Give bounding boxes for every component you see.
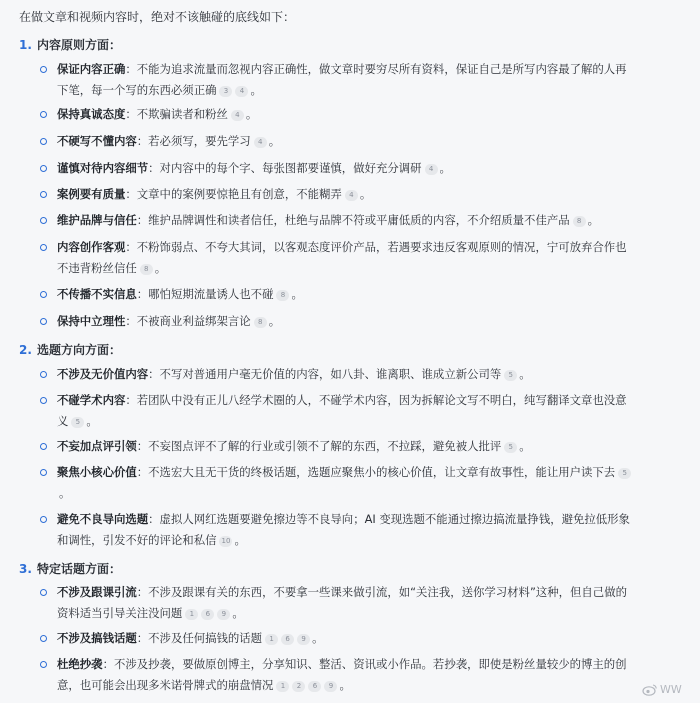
list-item: 谨慎对待内容细节：对内容中的每个字、每张图都要谨慎，做好充分调研 4 。 (57, 158, 637, 179)
item-key: 保持中立理性 (57, 314, 126, 328)
intro-text: 在做文章和视频内容时，绝对不该触碰的底线如下： (19, 10, 296, 24)
item-text: 不写对普通用户毫无价值的内容，如八卦、谁离职、谁成立新公司等 (159, 367, 502, 381)
item-key: 不传播不实信息 (57, 287, 137, 301)
section-number: 3. (19, 562, 32, 576)
citation-badge[interactable]: 9 (324, 681, 337, 692)
item-text: 不妄图点评不了解的行业或引领不了解的东西，不拉踩，避免被人批评 (148, 439, 502, 453)
bullet-icon (40, 516, 47, 523)
item-key: 案例要有质量 (57, 187, 126, 201)
bullet-icon (40, 318, 47, 325)
section-title (19, 36, 121, 53)
item-text: 不选宏大且无干货的终极话题，选题应聚焦小的核心价值，让文章有故事性，能让用户读下去 (148, 465, 616, 479)
item-text: 不涉及抄袭，要做原创博主，分享知识、整活、资讯或小作品。若抄袭，即使是粉丝量较少的博主的创意，也可能会出现多米诺骨牌式的崩盘情况 (57, 657, 627, 692)
list-item: 不碰学术内容：若团队中没有正儿八经学术圈的人，不碰学术内容，因为拆解论文写不明白，纯写翻译文章也没意义 5 。 (57, 390, 637, 432)
citation-badge[interactable]: 6 (201, 609, 214, 620)
list-item: 不涉及无价值内容：不写对普通用户毫无价值的内容，如八卦、谁离职、谁成立新公司等 5 。 (57, 364, 637, 385)
item-key: 不涉及无价值内容 (57, 367, 149, 381)
item-text: 若团队中没有正儿八经学术圈的人，不碰学术内容，因为拆解论文写不明白，纯写翻译文章也没意义 (57, 393, 627, 428)
weibo-logo-icon (642, 683, 658, 696)
item-key: 杜绝抄袭 (57, 657, 103, 671)
citation-badge[interactable]: 3 (219, 86, 232, 97)
list-item: 聚焦小核心价值：不选宏大且无干货的终极话题，选题应聚焦小的核心价值，让文章有故事性，能让用户读下去 5。 (57, 462, 637, 504)
item-key: 不碰学术内容 (57, 393, 126, 407)
list-item: 不涉及搞钱话题：不涉及任何搞钱的话题 1 6 9 。 (57, 628, 637, 649)
item-key: 聚焦小核心价值 (57, 465, 137, 479)
item-key: 保证内容正确 (57, 62, 126, 76)
citation-badge[interactable]: 6 (281, 634, 294, 645)
bullet-icon (40, 443, 47, 450)
bullet-icon (40, 191, 47, 198)
list-item: 内容创作客观：不粉饰弱点、不夸大其词，以客观态度评价产品，若遇要求违反客观原则的情况，宁可放弃合作也不违背粉丝信任 8 。 (57, 237, 637, 279)
list-item: 不传播不实信息：哪怕短期流量诱人也不碰 8 。 (57, 284, 637, 305)
list-item: 保证内容正确：不能为追求流量而忽视内容正确性，做文章时要穷尽所有资料，保证自己是所写内容最了解的人再下笔，每一个写的东西必须正确 3 4 。 (57, 59, 637, 101)
section-heading: 选题方向方面： (37, 343, 122, 357)
item-text: 不能为追求流量而忽视内容正确性，做文章时要穷尽所有资料，保证自己是所写内容最了解的人再下笔，每一个写的东西必须正确 (57, 62, 627, 97)
bullet-icon (40, 165, 47, 172)
bullet-icon (40, 589, 47, 596)
bullet-icon (40, 244, 47, 251)
citation-badge[interactable]: 4 (254, 137, 267, 148)
item-key: 保持真诚态度 (57, 107, 126, 121)
citation-badge[interactable]: 9 (217, 609, 230, 620)
citation-badge[interactable]: 5 (71, 417, 84, 428)
item-key: 内容创作客观 (57, 240, 126, 254)
item-key: 谨慎对待内容细节 (57, 161, 149, 175)
bullet-icon (40, 217, 47, 224)
list-item: 不妄加点评引领：不妄图点评不了解的行业或引领不了解的东西，不拉踩，避免被人批评 5 。 (57, 436, 637, 457)
citation-badge[interactable]: 6 (308, 681, 321, 692)
citation-badge[interactable]: 4 (345, 190, 358, 201)
item-key: 不硬写不懂内容 (57, 134, 137, 148)
citation-badge[interactable]: 8 (254, 317, 267, 328)
citation-badge[interactable]: 5 (504, 370, 517, 381)
item-text: 不欺骗读者和粉丝 (136, 107, 228, 121)
citation-badge[interactable]: 4 (235, 86, 248, 97)
citation-badge[interactable]: 8 (573, 216, 586, 227)
bullet-icon (40, 469, 47, 476)
list-item: 不涉及跟课引流：不涉及跟课有关的东西，不要拿一些课来做引流，如“关注我，送你学习材料”这种，但自己做的资料适当引导关注没问题 1 6 9 。 (57, 582, 637, 624)
list-item: 不硬写不懂内容：若必须写，要先学习 4 。 (57, 131, 637, 152)
citation-badge[interactable]: 8 (140, 264, 153, 275)
item-key: 不涉及跟课引流 (57, 585, 137, 599)
list-item: 维护品牌与信任：维护品牌调性和读者信任，杜绝与品牌不符或平庸低质的内容，不介绍质量不佳产品 8 。 (57, 210, 637, 231)
watermark (642, 683, 682, 696)
bullet-icon (40, 111, 47, 118)
section-number: 2. (19, 343, 32, 357)
item-key: 不妄加点评引领 (57, 439, 137, 453)
section-heading: 内容原则方面： (37, 38, 122, 52)
item-text: 不粉饰弱点、不夸大其词，以客观态度评价产品，若遇要求违反客观原则的情况，宁可放弃合作也不违背粉丝信任 (57, 240, 627, 275)
bullet-icon (40, 291, 47, 298)
citation-badge[interactable]: 1 (265, 634, 278, 645)
citation-badge[interactable]: 4 (425, 164, 438, 175)
citation-badge[interactable]: 1 (276, 681, 289, 692)
citation-badge[interactable]: 2 (292, 681, 305, 692)
item-text: 不涉及跟课有关的东西，不要拿一些课来做引流，如“关注我，送你学习材料”这种，但自己做的资料适当引导关注没问题 (57, 585, 627, 620)
section-heading: 特定话题方面： (37, 562, 122, 576)
section-number: 1. (19, 38, 32, 52)
list-item: 案例要有质量：文章中的案例要惊艳且有创意，不能糊弄 4 。 (57, 184, 637, 205)
bullet-icon (40, 397, 47, 404)
section-title (19, 341, 121, 358)
item-key: 维护品牌与信任 (57, 213, 137, 227)
item-text: 维护品牌调性和读者信任，杜绝与品牌不符或平庸低质的内容，不介绍质量不佳产品 (148, 213, 570, 227)
bullet-icon (40, 371, 47, 378)
citation-badge[interactable]: 4 (231, 110, 244, 121)
item-text: 哪怕短期流量诱人也不碰 (148, 287, 274, 301)
citation-badge[interactable]: 5 (618, 468, 631, 479)
item-text: 若必须写，要先学习 (148, 134, 251, 148)
item-text: 不被商业利益绑架言论 (136, 314, 251, 328)
bullet-icon (40, 635, 47, 642)
citation-badge[interactable]: 9 (297, 634, 310, 645)
citation-badge[interactable]: 8 (276, 290, 289, 301)
watermark-text: WW (660, 683, 682, 696)
bullet-icon (40, 66, 47, 73)
citation-badge[interactable]: 10 (219, 536, 232, 547)
list-item: 保持真诚态度：不欺骗读者和粉丝 4 。 (57, 104, 637, 125)
item-text: 不涉及任何搞钱的话题 (148, 631, 263, 645)
list-item: 保持中立理性：不被商业利益绑架言论 8 。 (57, 311, 637, 332)
bullet-icon (40, 138, 47, 145)
bullet-icon (40, 661, 47, 668)
item-key: 避免不良导向选题 (57, 512, 149, 526)
section-title (19, 560, 121, 577)
item-text: 文章中的案例要惊艳且有创意，不能糊弄 (136, 187, 342, 201)
item-text: 虚拟人网红选题要避免擦边等不良导向；AI 变现选题不能通过擦边搞流量挣钱，避免拉低形象和调性，引发不好的评论和私信 (57, 512, 630, 547)
item-text: 对内容中的每个字、每张图都要谨慎，做好充分调研 (159, 161, 422, 175)
list-item: 杜绝抄袭：不涉及抄袭，要做原创博主，分享知识、整活、资讯或小作品。若抄袭，即使是粉丝量较少的博主的创意，也可能会出现多米诺骨牌式的崩盘情况 1 2 6 9 。 (57, 654, 637, 696)
citation-badge[interactable]: 1 (185, 609, 198, 620)
citation-badge[interactable]: 5 (504, 442, 517, 453)
list-item: 避免不良导向选题：虚拟人网红选题要避免擦边等不良导向；AI 变现选题不能通过擦边搞流量挣钱，避免拉低形象和调性，引发不好的评论和私信 10 。 (57, 509, 637, 551)
item-key: 不涉及搞钱话题 (57, 631, 137, 645)
